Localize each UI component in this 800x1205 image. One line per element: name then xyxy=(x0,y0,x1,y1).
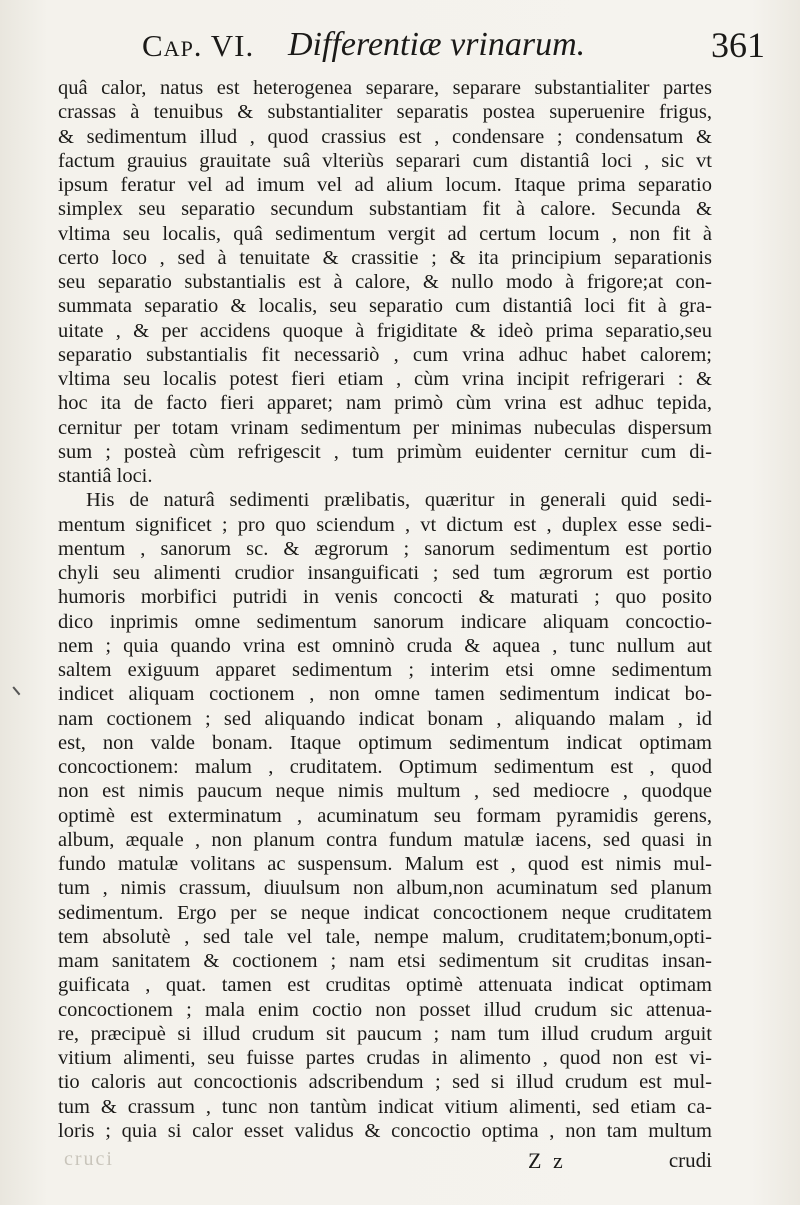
text-line: dico inprimis omne sedimentum sanorum indicare aliquam concoctio- xyxy=(58,610,712,633)
text-line: guificata , quat. tamen est cruditas optimè attenuata indicat optimam xyxy=(58,974,712,997)
text-line: mentum significet ; pro quo sciendum , vt dictum est , duplex esse sedi- xyxy=(58,513,712,536)
text-line: concoctionem ; mala enim coctio non posset illud crudum sic attenua- xyxy=(58,998,712,1021)
text-line: sum ; posteà cùm refrigescit , tum primùm euidenter cernitur cum di- xyxy=(58,440,712,463)
text-line: indicet aliquam coctionem , non omne tamen sedimentum indicat bo- xyxy=(58,683,712,706)
chapter-title: Differentiæ vrinarum. xyxy=(288,26,586,63)
text-line: separatio substantialis fit necessariò , cum vrina adhuc habet calorem; xyxy=(58,343,712,366)
text-line: ipsum feratur vel ad imum vel ad alium locum. Itaque prima separatio xyxy=(58,174,712,196)
text-line: certo loco , sed à tenuitate & crassitie ; & ita principium separationis xyxy=(58,246,712,269)
text-line: nem ; quia quando vrina est omninò cruda & aquea , tunc nullum aut xyxy=(58,634,712,657)
bleed-through-text: cruci xyxy=(64,1148,114,1170)
text-line: est, non valde bonam. Itaque optimum sedimentum indicat optimam xyxy=(58,731,712,754)
text-line: vltima seu localis, quâ sedimentum vergit ad certum locum , non fit à xyxy=(58,222,712,245)
text-line: tum , nimis crassum, diuulsum non album,non acuminatum sed planum xyxy=(58,877,712,900)
page-number: 361 xyxy=(711,25,765,65)
text-line: chyli seu alimenti crudior insanguificati ; sed tum ægrorum est portio xyxy=(58,562,712,584)
text-line: & sedimentum illud , quod crassius est , condensare ; condensatum & xyxy=(58,125,712,148)
text-line: vitium alimenti, seu fuisse partes crudas in alimento , quod non est vi- xyxy=(58,1047,712,1069)
text-line: crassas à tenuibus & substantialiter separatis postea superuenire frigus, xyxy=(58,101,712,124)
text-line: uitate , & per accidens quoque à frigiditate & ideò prima separatio,seu xyxy=(58,319,712,342)
text-line: loris ; quia si calor esset validus & concoctio optima , non tam multum xyxy=(58,1119,712,1142)
text-line: tem absolutè , sed tale vel tale, nempe malum, cruditatem;bonum,opti- xyxy=(58,925,712,948)
running-header xyxy=(60,22,765,70)
text-line: mam sanitatem & coctionem ; nam etsi sedimentum sit cruditas insan- xyxy=(58,950,712,972)
text-line: His de naturâ sedimenti prælibatis, quæritur in generali quid sedi- xyxy=(86,489,712,512)
page-footer xyxy=(58,1148,712,1178)
text-line: re, præcipuè si illud crudum sit paucum ; nam tum illud crudum arguit xyxy=(58,1022,712,1045)
text-line: stantiâ loci. xyxy=(58,465,153,487)
text-line: concoctionem: malum , cruditatem. Optimum sedimentum est , quod xyxy=(58,756,712,778)
text-line: quâ calor, natus est heterogenea separare, separare substantialiter partes xyxy=(58,77,712,99)
text-line: humoris morbifici putridi in venis concocti & maturati ; quo posito xyxy=(58,586,712,609)
text-line: vltima seu localis potest fieri etiam , cùm vrina incipit refrigerari : & xyxy=(58,368,712,390)
text-line: tio caloris aut concoctionis adscribendum ; sed si illud crudum est mul- xyxy=(58,1071,712,1094)
text-line: mentum , sanorum sc. & ægrorum ; sanorum sedimentum est portio xyxy=(58,537,712,560)
text-line: non est nimis paucum neque nimis multum , sed mediocre , quodque xyxy=(58,780,712,803)
text-line: seu separatio substantialis est à calore, & nullo modo à frigore;at con- xyxy=(58,271,712,293)
text-line: cernitur per totam vrinam sedimentum per minimas nubeculas dispersum xyxy=(58,416,712,439)
signature-mark: Z z xyxy=(528,1148,566,1173)
text-line: sedimentum. Ergo per se neque indicat concoctionem neque cruditatem xyxy=(58,901,712,924)
text-line: optimè est exterminatum , acuminatum seu formam pyramidis gerens, xyxy=(58,804,712,827)
text-line: nam coctionem ; sed aliquando indicat bonam , aliquando malam , id xyxy=(58,707,712,730)
text-line: factum grauius grauitate suâ vlteriùs separari cum distantiâ loci , sic vt xyxy=(58,149,712,172)
text-line: album, æquale , non planum contra fundum matulæ iacens, sed quasi in xyxy=(58,828,712,851)
catchword: crudi xyxy=(668,1148,712,1172)
chapter-label: Cap. VI. xyxy=(142,28,255,63)
text-line: fundo matulæ volitans ac suspensum. Malum est , quod est nimis mul- xyxy=(58,853,712,875)
margin-mark xyxy=(12,679,29,696)
text-line: summata separatio & localis, seu separatio cum distantiâ loci fit à gra- xyxy=(58,295,712,318)
text-line: saltem exiguum apparet sedimentum ; interim etsi omne sedimentum xyxy=(58,659,712,681)
text-line: simplex seu separatio secundum substantiam fit à calore. Secunda & xyxy=(58,198,712,221)
body-text xyxy=(58,76,712,1143)
text-line: hoc ita de facto fieri apparet; nam primò cùm vrina est adhuc tepida, xyxy=(58,392,712,415)
text-line: tum & crassum , tunc non tantùm indicat vitium alimenti, sed etiam ca- xyxy=(58,1095,712,1118)
